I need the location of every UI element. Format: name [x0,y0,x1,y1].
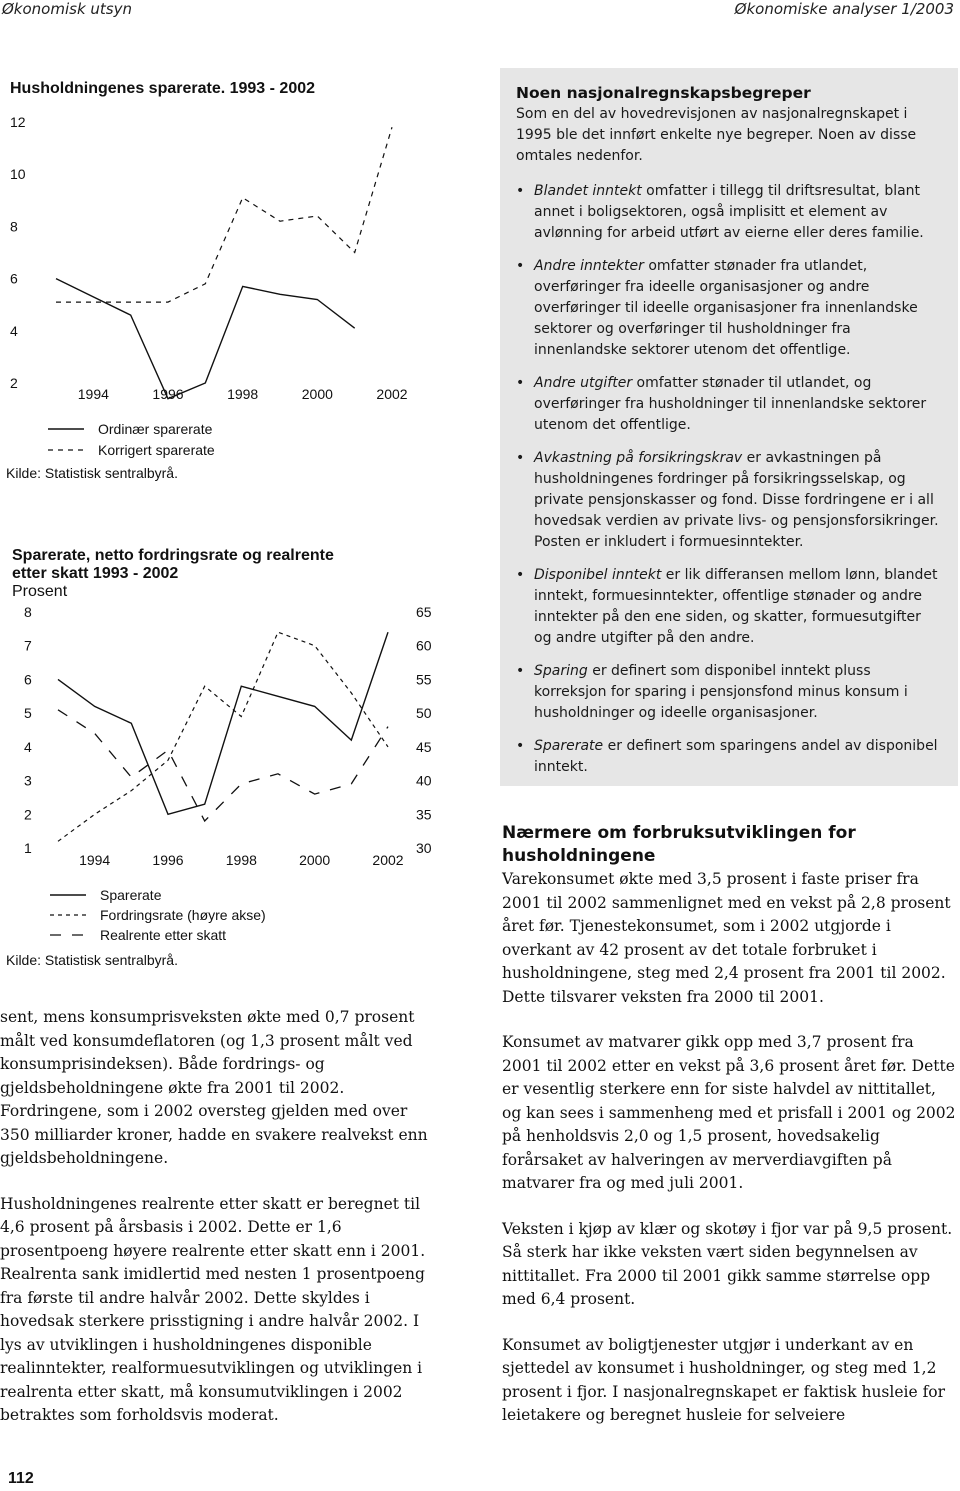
y-left-tick-label: 4 [24,738,32,755]
y-left-tick-label: 6 [24,671,32,688]
legend-long-dash-line [50,932,86,938]
y-right-tick-label: 45 [416,738,432,755]
y-right-tick-label: 35 [416,806,432,823]
y-tick-label: 6 [10,270,18,287]
definition-term: Disponibel inntekt [534,567,662,583]
legend-label: Ordinær sparerate [98,421,213,437]
x-tick-label: 2000 [301,386,333,402]
chart1-title: Husholdningenes sparerate. 1993 - 2002 [10,80,316,97]
legend-dashed-line [48,447,84,453]
y-tick-label: 10 [10,166,26,183]
right-paragraph-3: Veksten i kjøp av klær og skotøy i fjor var på 9,5 prosent. Så sterk har ikke veksten vært siden begynnelsen av nittitallet. Fra 2000 til 2001 gikk samme størrelse opp med 6,4 prosent. [502,1219,953,1308]
header-right: Økonomiske analyser 1/2003 [734,0,954,18]
definition-item [516,565,942,649]
definition-term: Sparerate [534,738,604,754]
x-tick-label: 1998 [227,386,259,402]
definition-text: omfatter stønader fra utlandet, overføringer fra ideelle organisasjoner og andre overføringer til ideelle organisasjoner fra innenlandske sektorer og overføringer til husholdninger fra innenlandske sektorer utenom det offentlige. [534,258,918,358]
y-tick-label: 8 [10,218,18,235]
definition-item [516,448,942,553]
series-fordringsrate [58,632,388,841]
chart2-unit: Prosent [12,583,68,600]
definition-item [516,661,942,724]
definitions-box [500,68,958,786]
chart2-title-line2: etter skatt 1993 - 2002 [12,565,179,582]
left-column-text [0,1006,440,1450]
definition-text: er definert som disponibel inntekt pluss korreksjon for sparing i pensjonsfond minus konsum i husholdninger og ideelle organisasjoner. [534,663,908,721]
header-left: Økonomisk utsyn [2,0,132,18]
chart2-title-line1: Sparerate, netto fordringsrate og realrente [12,547,334,564]
y-left-tick-label: 1 [24,840,32,856]
legend-dotted-line [50,912,86,918]
y-left-tick-label: 7 [24,637,32,654]
definition-term: Andre utgifter [534,375,633,391]
right-column-text [502,868,958,1428]
definition-text: omfatter i tillegg til driftsresultat, blant annet i boligsektoren, også implisitt et element av avlønning for arbeid utført av eierne eller deres familie. [534,183,924,241]
y-left-tick-label: 2 [24,806,32,823]
x-tick-label: 2002 [372,852,404,868]
definition-term: Andre inntekter [534,258,644,274]
definition-item [516,373,942,436]
legend-realrente [50,926,226,944]
y-right-tick-label: 30 [416,840,432,856]
definition-item [516,736,942,778]
definition-term: Blandet inntekt [534,183,642,199]
chart2-source: Kilde: Statistisk sentralbyrå. [6,952,178,968]
y-left-tick-label: 5 [24,705,32,722]
section-title: Nærmere om forbruksutviklingen for husholdningene [502,823,856,866]
series-ordinaer-sparerate [56,279,355,399]
x-tick-label: 1994 [79,852,111,868]
legend-label: Realrente etter skatt [100,927,227,943]
legend-label: Fordringsrate (høyre akse) [100,907,266,923]
legend-label: Sparerate [100,887,162,903]
definition-item [516,256,942,361]
legend-sparerate [50,886,161,904]
y-right-tick-label: 50 [416,705,432,722]
legend-solid-line [50,892,86,898]
legend-label: Korrigert sparerate [98,442,215,458]
chart1-legend [0,420,400,462]
definition-text: er avkastningen på husholdningenes fordringer på forsikringsselskap, og private pensjonskasser og fond. Disse fordringene er i all hovedsak verdien av private livs- og pensjonsforsikringer. Posten er inkludert i formuesinntekter. [534,450,939,550]
legend-corrected [48,441,215,459]
y-left-tick-label: 8 [24,604,32,620]
x-tick-label: 1996 [152,386,184,402]
series-realrente [58,710,388,821]
y-right-tick-label: 65 [416,604,432,620]
chart1-source: Kilde: Statistisk sentralbyrå. [6,465,178,481]
box-intro: Som en del av hovedrevisjonen av nasjonalregnskapet i 1995 ble det innført enkelte nye begreper. Noen av disse omtales nedenfor. [516,106,917,164]
x-tick-label: 1994 [77,386,109,402]
page-number: 112 [8,1470,34,1487]
definition-text: omfatter stønader til utlandet, og overføringer fra husholdninger til innenlandske sektorer utenom det offentlige. [534,375,927,433]
right-paragraph-4: Konsumet av boligtjenester utgjør i underkant av en sjettedel av konsumet i husholdninger, og steg med 1,2 prosent i fjor. I nasjonalregnskapet er faktisk husleie for leietakere og beregnet husleie for selveiere [502,1335,946,1424]
legend-fordringsrate [50,906,266,924]
box-title: Noen nasjonalregnskapsbegreper [516,84,811,102]
y-right-tick-label: 60 [416,637,432,654]
x-tick-label: 2002 [376,386,408,402]
series-korrigert-sparerate [56,127,392,302]
y-tick-label: 4 [10,322,18,339]
y-right-tick-label: 40 [416,772,432,789]
y-tick-label: 12 [10,114,26,130]
right-column [502,822,958,1428]
definition-text: er definert som sparingens andel av disponibel inntekt. [534,738,938,775]
right-paragraph-2: Konsumet av matvarer gikk opp med 3,7 prosent fra 2001 til 2002 etter en vekst på 3,6 prosent året før. Dette er vesentlig sterkere enn for siste halvdel av nittitallet, og kan sees i sammenheng med et prisfall i 2001 og 2002 på henholdsvis 2,0 og 1,5 prosent, hovedsakelig forårsaket av halveringen av merverdiavgiften på matvarer fra og med juli 2001. [502,1033,956,1192]
definition-item [516,181,942,244]
definition-term: Avkastning på forsikringskrav [534,450,743,466]
definitions-list [516,181,942,778]
x-tick-label: 1996 [152,852,184,868]
right-paragraph-1: Varekonsumet økte med 3,5 prosent i faste priser fra 2001 til 2002 sammenlignet med en vekst på 2,8 prosent året før. Tjenestekonsumet, som i 2002 utgjorde i overkant av 42 prosent av det totale forbruket i husholdningene, steg med 2,4 prosent fra 2001 til 2002. Dette tilsvarer veksten fra 2000 til 2001. [502,870,951,1006]
chart1-plot [0,100,440,410]
y-right-tick-label: 55 [416,671,432,688]
y-tick-label: 2 [10,375,18,391]
y-left-tick-label: 3 [24,772,32,789]
left-paragraph-1: sent, mens konsumprisveksten økte med 0,7 prosent målt ved konsumdeflatoren (og 1,3 prosent målt ved konsumprisindeksen). Både fordrings- og gjeldsbeholdningene økte fra 2001 til 2002. Fordringene, som i 2002 oversteg gjelden med over 350 milliarder kroner, hadde en svakere realvekst enn gjeldsbeholdningene. [0,1008,428,1167]
chart2-plot [0,600,450,875]
chart2-legend [0,886,400,948]
definition-text: er lik differansen mellom lønn, blandet inntekt, formuesinntekter, offentlige stønader og andre inntekter på den ene siden, og skatter, formuesutgifter og andre utgifter på den andre. [534,567,938,646]
legend-ordinary [48,420,212,438]
legend-solid-line [48,426,84,432]
definition-term: Sparing [534,663,588,679]
x-tick-label: 2000 [299,852,331,868]
left-paragraph-2: Husholdningenes realrente etter skatt er beregnet til 4,6 prosent på årsbasis i 2002. Dette er 1,6 prosentpoeng høyere realrente etter skatt enn i 2001. Realrenta sank imidlertid med nesten 1 prosentpoeng fra første til andre halvår 2002. Dette skyldes i hovedsak sterkere prisstigning i andre halvår 2002. I lys av utviklingen i husholdningenes disponible realinntekter, realformuesutviklingen og utviklingen i realrenta etter skatt, må konsumutviklingen i 2002 betraktes som forholdsvis moderat. [0,1194,426,1424]
x-tick-label: 1998 [225,852,257,868]
